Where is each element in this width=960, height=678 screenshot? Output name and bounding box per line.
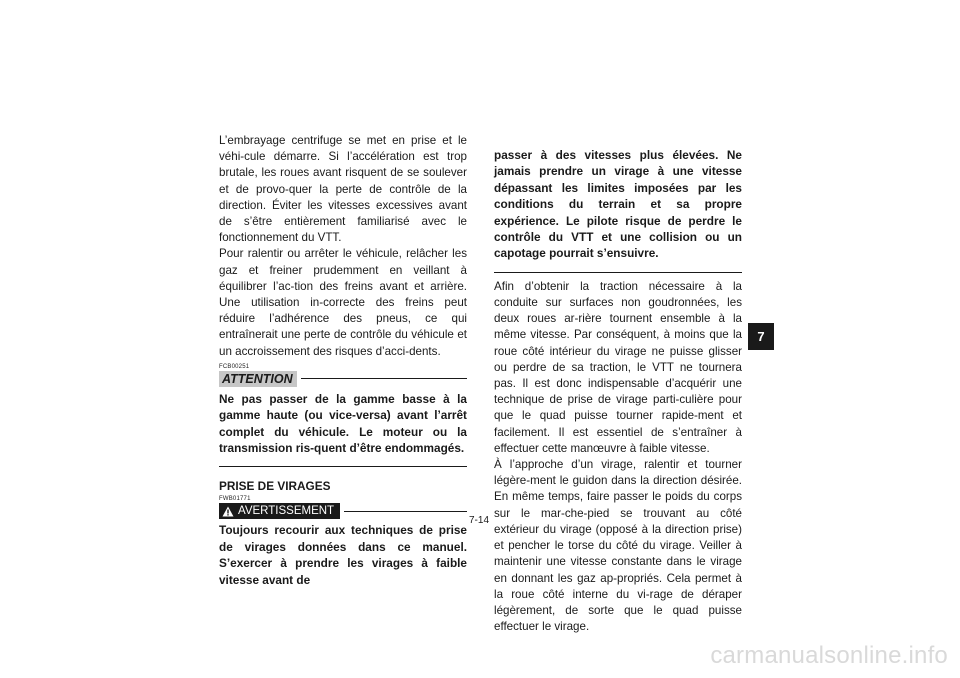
attention-text: Ne pas passer de la gamme basse à la gamme haute (ou vice-versa) avant l’arrêt complet du véhicule. Le moteur ou la transmission ris-quent d’être endommagés.	[219, 391, 467, 456]
paragraph-clutch: L’embrayage centrifuge se met en prise et le véhi-cule démarre. Si l’accélération est trop brutale, les roues avant risquent de se soulever et de provo-quer la perte de contrôle de la direction. Éviter les vitesses excessives avant de s’être entièrement familiarisé avec le fonctionnement du VTT.	[219, 134, 467, 245]
section-heading: PRISE DE VIRAGES	[219, 479, 331, 494]
warning-rule	[344, 511, 467, 512]
page-number: 7-14	[468, 515, 489, 526]
chapter-tab: 7	[748, 323, 774, 350]
watermark: carmanualsonline.info	[710, 642, 948, 669]
warning-header	[219, 503, 467, 519]
warning-text-start: Toujours recourir aux techniques de prise de virages données dans ce manuel. S’exercer à prendre les virages à faible vitesse avant de	[219, 523, 467, 587]
left-column	[219, 133, 467, 588]
paragraph-braking: Pour ralentir ou arrêter le véhicule, relâcher les gaz et freiner prudemment en veillant à équilibrer l’ac-tion des freins avant et arrière. Une utilisation in-correcte des freins peut réduire l’adhérence des pneus, ce qui entraînerait une perte de contrôle du véhicule et un accroissement des risques d’acci-dents.	[219, 247, 467, 358]
attention-header	[219, 371, 467, 387]
paragraph-traction: Afin d’obtenir la traction nécessaire à la conduite sur surfaces non goudronnées, les deux roues ar-rière tournent ensemble à la même vitesse. Par conséquent, à moins que la roue côté intérieur du virage ne puisse glisser ou perdre de sa traction, le VTT ne tournera pas. Il est donc indispensable d’acquérir une technique de prise de virage parti-culière pour que le quad puisse tourner rapide-ment et facilement. Il est essentiel de s’entraîner à effectuer cette manœuvre à faible vitesse.	[494, 279, 742, 455]
paragraph-cornering: À l’approche d’un virage, ralentir et tourner légère-ment le guidon dans la direction désirée. En même temps, faire passer le poids du corps sur le mar-che-pied se trouvant au côté extérieur du virage (opposé à la direction prise) et pencher le torse du côté du virage. Veiller à maintenir une vitesse constante dans le virage en donnant les gaz ap-propriés. Cela permet à la roue côté interne du vi-rage de déraper légèrement, de sorte que le quad puisse effectuer le virage.	[494, 458, 742, 634]
attention-rule	[301, 378, 467, 379]
warning-badge	[219, 503, 340, 519]
warning-triangle-icon	[222, 506, 234, 517]
attention-label: ATTENTION	[219, 371, 297, 387]
warning-text-end: passer à des vitesses plus élevées. Ne jamais prendre un virage à une vitesse dépassant les limites imposées par les conditions du terrain et sa propre expérience. Le pilote risque de perdre le contrôle du VTT et une collision ou un capotage pourrait s’ensuivre.	[494, 148, 742, 261]
attention-end-rule	[219, 466, 467, 467]
attention-code: FCB00251	[219, 363, 250, 370]
warning-code: FWB01771	[219, 496, 251, 503]
warning-label: AVERTISSEMENT	[238, 505, 335, 518]
warning-end-rule	[494, 272, 742, 273]
right-column	[494, 147, 742, 635]
